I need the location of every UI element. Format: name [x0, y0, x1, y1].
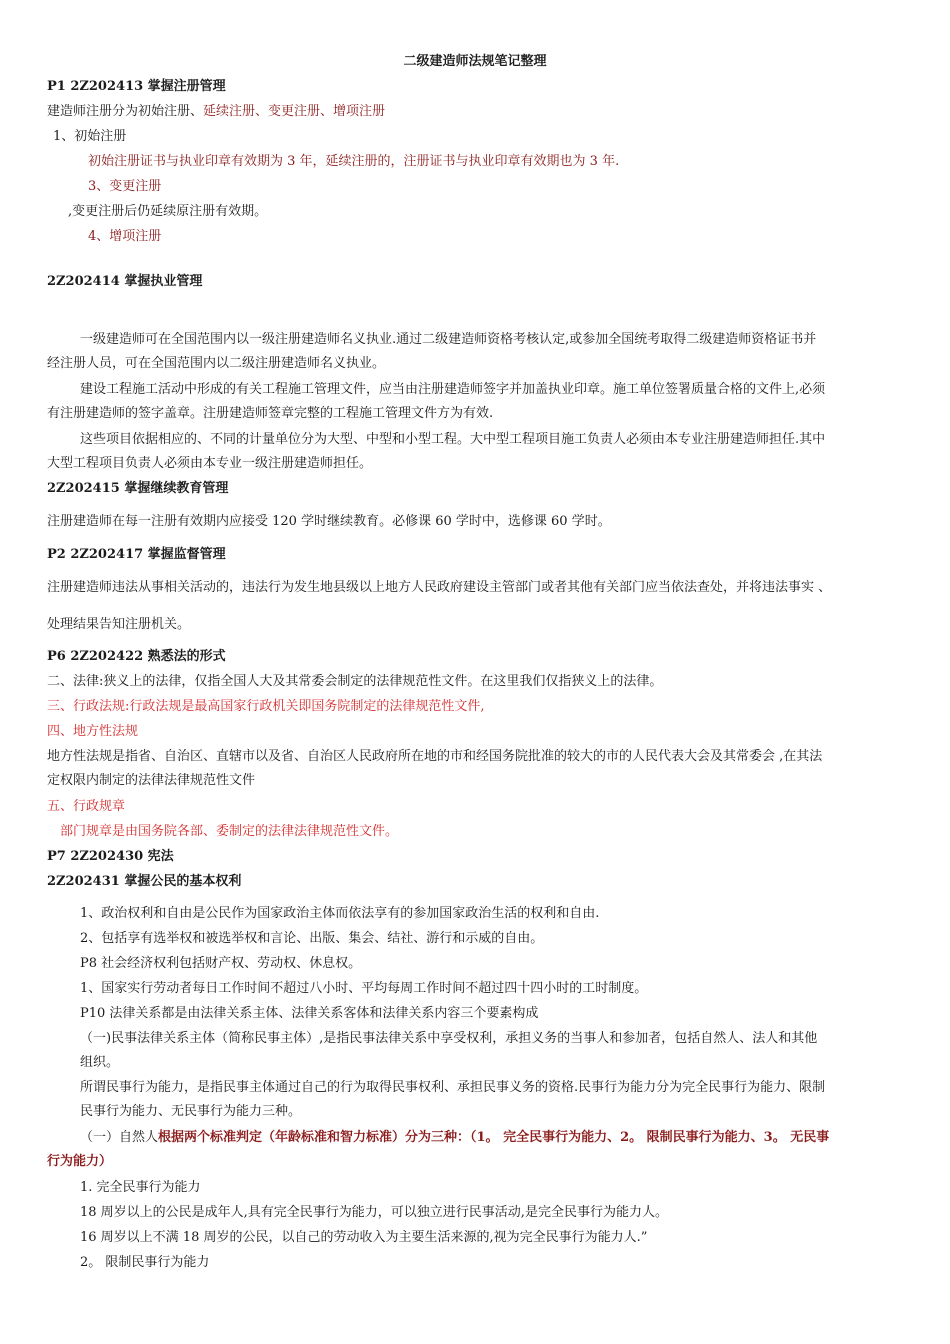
natural-person-criteria-cont: 行为能力） — [47, 1154, 113, 1169]
paragraph-line: 处理结果告知注册机关。 — [47, 617, 191, 632]
registration-types-line — [47, 102, 385, 122]
paragraph-line: 2、包括享有选举权和被选举权和言论、出版、集会、结社、游行和示威的自由。 — [80, 931, 544, 946]
paragraph-line: 这些项目依据相应的、不同的计量单位分为大型、中型和小型工程。大中型工程项目施工负责人必须由本专业注册建造师担任.其中 — [80, 432, 826, 447]
natural-person-criteria: 根据两个标准判定（年龄标准和智力标准）分为三种：（1。 完全民事行为能力、2。 限制民事行为能力、3。 无民事 — [158, 1130, 830, 1145]
initial-registration-item: 1、初始注册 — [53, 129, 127, 144]
paragraph-line: 2。 限制民事行为能力 — [80, 1255, 210, 1270]
highlight-line: 四、地方性法规 — [47, 724, 139, 739]
paragraph-line: 注册建造师违法从事相关活动的，违法行为发生地县级以上地方人民政府建设主管部门或者其他有关部门应当依法查处，并将违法事实 、 — [47, 580, 832, 595]
paragraph-line: P8 社会经济权利包括财产权、劳动权、休息权。 — [80, 956, 362, 971]
highlight-line: 部门规章是由国务院各部、委制定的法律法律规范性文件。 — [60, 824, 399, 839]
paragraph-line: 一级建造师可在全国范围内以一级注册建造师名义执业.通过二级建造师资格考核认定,或参加全国统考取得二级建造师资格证书并 — [80, 332, 817, 347]
paragraph-line: 1. 完全民事行为能力 — [80, 1180, 201, 1195]
validity-period-note: 初始注册证书与执业印章有效期为 3 年，延续注册的，注册证书与执业印章有效期也为 3 年. — [88, 154, 620, 169]
registration-types-highlight: 延续注册、变更注册、增项注册 — [203, 104, 386, 119]
section-heading-431: 2Z202431 掌握公民的基本权利 — [47, 874, 242, 889]
paragraph-line: 大型工程项目负责人必须由本专业一级注册建造师担任。 — [47, 456, 373, 471]
paragraph-line: （一)民事法律关系主体（简称民事主体）,是指民事法律关系中享受权利，承担义务的当事人和参加者，包括自然人、法人和其他 — [80, 1031, 818, 1046]
paragraph-line: P10 法律关系都是由法律关系主体、法律关系客体和法律关系内容三个要素构成 — [80, 1006, 539, 1021]
document-title: 二级建造师法规笔记整理 — [403, 54, 547, 69]
paragraph-line: 组织。 — [80, 1055, 120, 1070]
paragraph-line: 地方性法规是指省、自治区、直辖市以及省、自治区人民政府所在地的市和经国务院批准的较大的市的人民代表大会及其常委会 ,在其法 — [47, 749, 823, 764]
paragraph-line: 有注册建造师的签字盖章。注册建造师签章完整的工程施工管理文件方为有效. — [47, 406, 494, 421]
natural-person-prefix: （一）自然人 — [80, 1130, 159, 1145]
registration-types-prefix: 建造师注册分为初始注册、 — [47, 104, 204, 119]
section-heading-422: P6 2Z202422 熟悉法的形式 — [47, 649, 226, 664]
change-registration-note: ,变更注册后仍延续原注册有效期。 — [68, 204, 268, 219]
section-heading-430: P7 2Z202430 宪法 — [47, 849, 174, 864]
paragraph-line: 定权限内制定的法律法律规范性文件 — [47, 773, 256, 788]
paragraph-line: 1、国家实行劳动者每日工作时间不超过八小时、平均每周工作时间不超过四十四小时的工时制度。 — [80, 981, 648, 996]
section-heading-p1: P1 2Z202413 掌握注册管理 — [47, 79, 226, 94]
section-heading-417: P2 2Z202417 掌握监督管理 — [47, 547, 226, 562]
natural-person-line — [80, 1128, 829, 1148]
paragraph-line: 二、法律:狭义上的法律，仅指全国人大及其常委会制定的法律规范性文件。在这里我们仅指狭义上的法律。 — [47, 674, 663, 689]
paragraph-line: 经注册人员，可在全国范围内以二级注册建造师名义执业。 — [47, 356, 386, 371]
paragraph-line: 注册建造师在每一注册有效期内应接受 120 学时继续教育。必修课 60 学时中，选修课 60 学时。 — [47, 514, 611, 529]
paragraph-line: 18 周岁以上的公民是成年人,具有完全民事行为能力，可以独立进行民事活动,是完全民事行为能力人。 — [80, 1205, 668, 1220]
paragraph-line: 所谓民事行为能力，是指民事主体通过自己的行为取得民事权利、承担民事义务的资格.民事行为能力分为完全民事行为能力、限制 — [80, 1080, 826, 1095]
section-heading-415: 2Z202415 掌握继续教育管理 — [47, 481, 229, 496]
highlight-line: 三、行政法规:行政法规是最高国家行政机关即国务院制定的法律规范性文件, — [47, 699, 485, 714]
highlight-line: 五、行政规章 — [47, 799, 126, 814]
paragraph-line: 民事行为能力、无民事行为能力三种。 — [80, 1104, 302, 1119]
section-heading-414: 2Z202414 掌握执业管理 — [47, 274, 203, 289]
paragraph-line: 建设工程施工活动中形成的有关工程施工管理文件，应当由注册建造师签字并加盖执业印章。施工单位签署质量合格的文件上,必须 — [80, 382, 826, 397]
additional-registration-item: 4、增项注册 — [88, 229, 162, 244]
change-registration-item: 3、变更注册 — [88, 179, 162, 194]
paragraph-line: 1、政治权利和自由是公民作为国家政治主体而依法享有的参加国家政治生活的权利和自由. — [80, 906, 600, 921]
paragraph-line: 16 周岁以上不满 18 周岁的公民，以自己的劳动收入为主要生活来源的,视为完全民事行为能力人.” — [80, 1230, 648, 1245]
